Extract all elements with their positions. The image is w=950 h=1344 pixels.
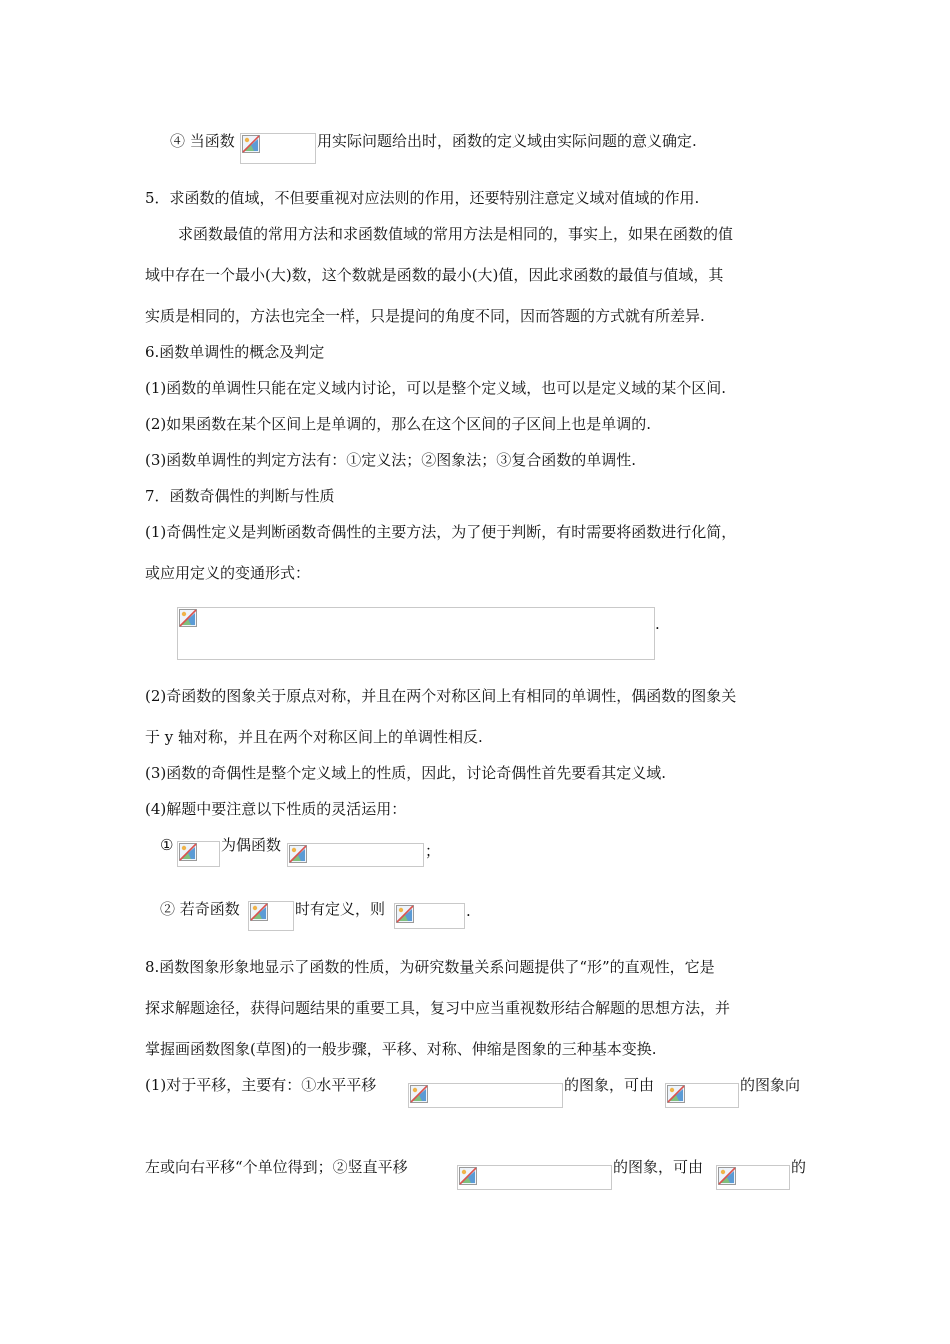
property-1-a: ① bbox=[160, 836, 174, 854]
property-1-c: ； bbox=[425, 842, 441, 860]
formula-image bbox=[408, 1083, 563, 1108]
property-2-b: 时有定义，则 bbox=[295, 900, 386, 918]
formula-image bbox=[240, 133, 316, 164]
sec8-line-1: 8.函数图象形象地显示了函数的性质，为研究数量关系问题提供了“形”的直观性，它是 bbox=[145, 958, 715, 976]
broken-image-icon bbox=[396, 905, 414, 923]
property-2-c: . bbox=[466, 902, 471, 920]
sec8-line-2: 探求解题途径，获得问题结果的重要工具，复习中应当重视数形结合解题的思想方法，并 bbox=[145, 999, 731, 1017]
broken-image-icon bbox=[410, 1085, 428, 1103]
formula-image bbox=[457, 1165, 612, 1190]
broken-image-icon bbox=[289, 845, 307, 863]
formula-image bbox=[248, 901, 294, 931]
broken-image-icon bbox=[667, 1085, 685, 1103]
item4-text-b: 用实际问题给出时，函数的定义域由实际问题的意义确定. bbox=[317, 132, 697, 150]
sec7-title: 7．函数奇偶性的判断与性质 bbox=[145, 487, 335, 505]
property-2-a: ② 若奇函数 bbox=[160, 900, 240, 918]
formula-image bbox=[665, 1083, 739, 1108]
sec5-line-3: 域中存在一个最小(大)数，这个数就是函数的最小(大)值，因此求函数的最值与值域，其 bbox=[145, 266, 724, 284]
formula-image bbox=[177, 841, 220, 867]
formula-image bbox=[394, 903, 465, 929]
sec8-item-1-e: 的图象，可由 bbox=[613, 1158, 704, 1176]
sec6-item-2: (2)如果函数在某个区间上是单调的，那么在这个区间的子区间上也是单调的. bbox=[145, 415, 652, 433]
broken-image-icon bbox=[250, 903, 268, 921]
formula-image bbox=[177, 607, 655, 660]
broken-image-icon bbox=[179, 843, 197, 861]
sec7-item-1-b: 或应用定义的变通形式： bbox=[145, 564, 311, 582]
sec6-item-1: (1)函数的单调性只能在定义域内讨论，可以是整个定义域，也可以是定义域的某个区间. bbox=[145, 379, 727, 397]
item4-text-a: ④ 当函数 bbox=[170, 132, 235, 150]
sec7-item-2-a: (2)奇函数的图象关于原点对称，并且在两个对称区间上有相同的单调性，偶函数的图象关 bbox=[145, 687, 737, 705]
formula-period: . bbox=[655, 615, 660, 633]
sec8-line-3: 掌握画函数图象(草图)的一般步骤，平移、对称、伸缩是图象的三种基本变换. bbox=[145, 1040, 657, 1058]
sec6-item-3: (3)函数单调性的判定方法有：①定义法；②图象法；③复合函数的单调性. bbox=[145, 451, 637, 469]
sec5-line-1: 5．求函数的值域，不但要重视对应法则的作用，还要特别注意定义域对值域的作用. bbox=[145, 189, 700, 207]
broken-image-icon bbox=[459, 1167, 477, 1185]
formula-image bbox=[716, 1165, 790, 1190]
broken-image-icon bbox=[179, 609, 197, 627]
sec8-item-1-a: (1)对于平移，主要有：①水平平移 bbox=[145, 1076, 377, 1094]
sec7-item-1-a: (1)奇偶性定义是判断函数奇偶性的主要方法，为了便于判断，有时需要将函数进行化简， bbox=[145, 523, 737, 541]
broken-image-icon bbox=[718, 1167, 736, 1185]
sec5-line-4: 实质是相同的，方法也完全一样，只是提问的角度不同，因而答题的方式就有所差异. bbox=[145, 307, 705, 325]
sec8-item-1-b: 的图象，可由 bbox=[564, 1076, 655, 1094]
formula-image bbox=[287, 843, 424, 867]
sec7-item-2-b: 于 y 轴对称，并且在两个对称区间上的单调性相反. bbox=[145, 728, 483, 746]
sec7-item-4: (4)解题中要注意以下性质的灵活运用： bbox=[145, 800, 407, 818]
sec5-line-2: 求函数最值的常用方法和求函数值域的常用方法是相同的，事实上，如果在函数的值 bbox=[178, 225, 734, 243]
broken-image-icon bbox=[242, 135, 260, 153]
sec8-item-1-d: 左或向右平移“个单位得到；②竖直平移 bbox=[145, 1158, 408, 1176]
sec8-item-1-c: 的图象向 bbox=[740, 1076, 801, 1094]
property-1-b: 为偶函数 bbox=[221, 836, 282, 854]
sec6-title: 6.函数单调性的概念及判定 bbox=[145, 343, 325, 361]
sec7-item-3: (3)函数的奇偶性是整个定义域上的性质，因此，讨论奇偶性首先要看其定义域. bbox=[145, 764, 667, 782]
sec8-item-1-f: 的 bbox=[791, 1158, 807, 1176]
